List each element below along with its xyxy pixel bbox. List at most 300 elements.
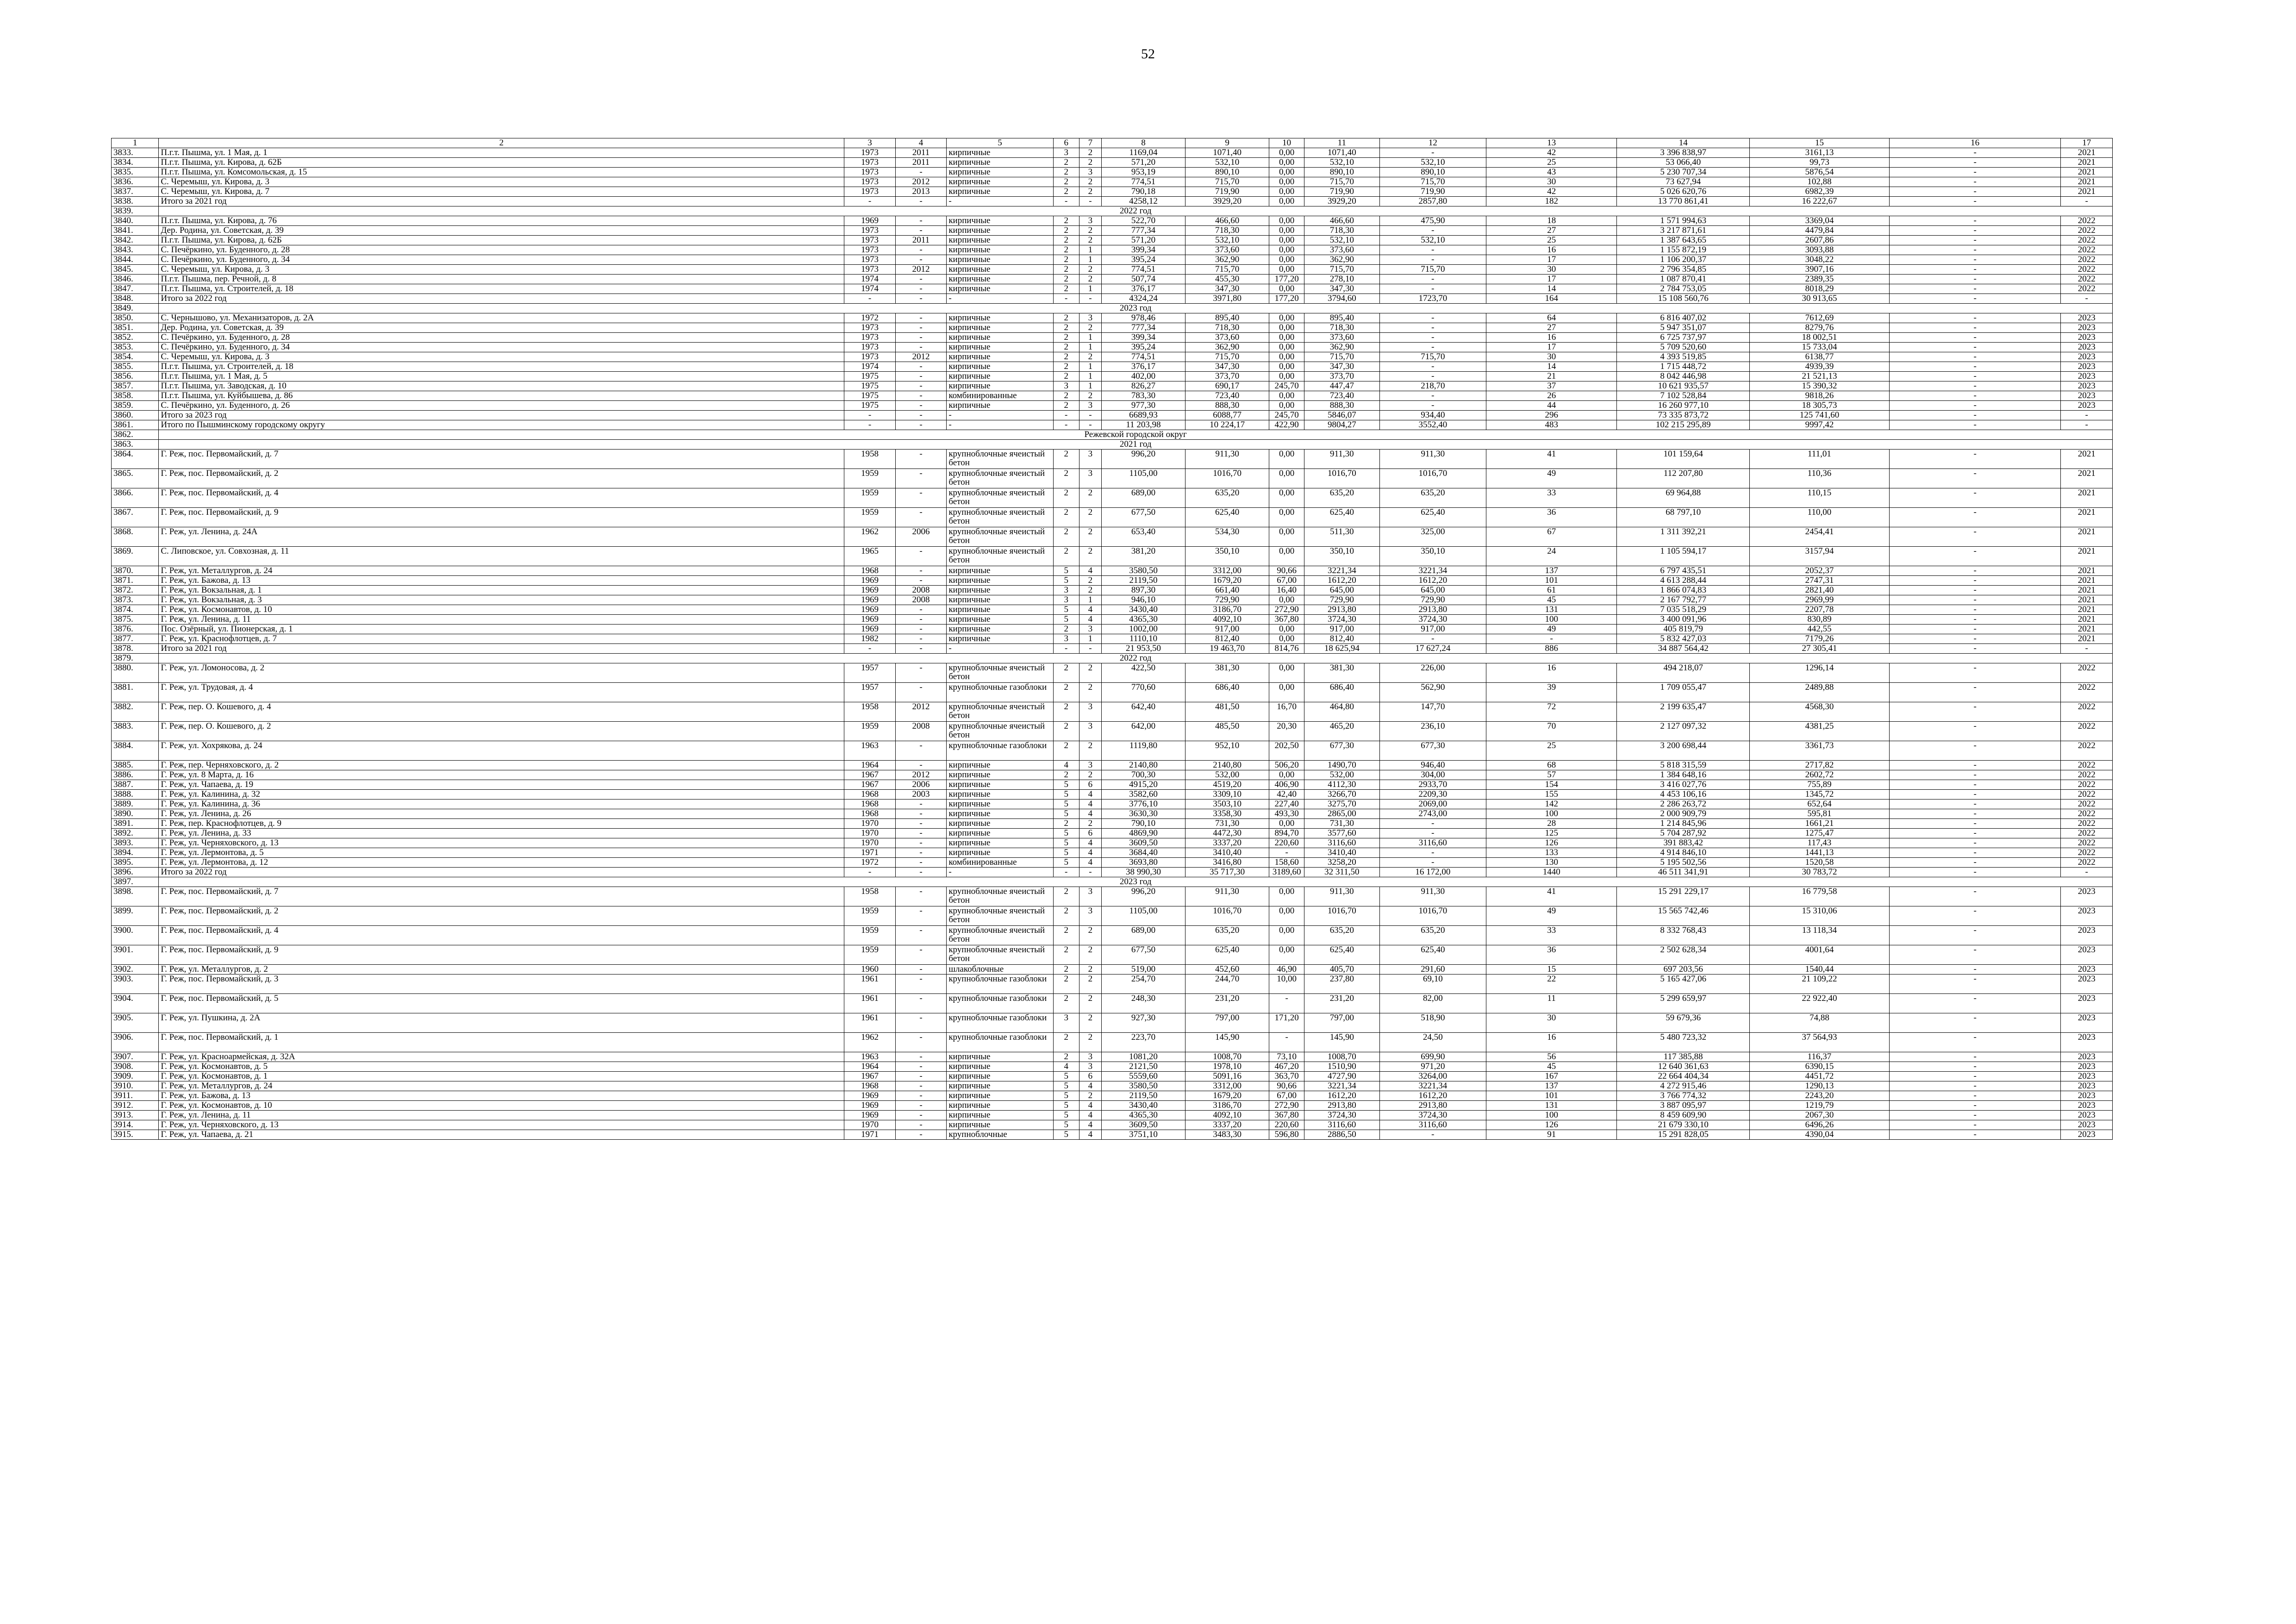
table-cell-col-12: 3116,60 [1379,838,1486,848]
table-cell-col-3: 1974 [844,284,896,294]
table-cell-col-3: 1958 [844,450,896,469]
table-cell-col-3: - [844,411,896,420]
table-cell-col-13: 137 [1486,566,1616,576]
table-cell-col-1: 3877. [112,634,159,644]
table-cell-col-3: 1968 [844,800,896,809]
table-cell-col-3: 1970 [844,829,896,838]
table-cell-col-13: 42 [1486,148,1616,158]
table-cell-col-7: 2 [1079,945,1101,965]
table-cell-col-9: 3416,80 [1185,858,1269,868]
table-cell-col-9: 347,30 [1185,284,1269,294]
table-cell-col-10: 73,10 [1269,1052,1304,1062]
table-cell-col-1: 3840. [112,216,159,226]
table-cell-col-14: 1 155 872,19 [1617,245,1750,255]
table-cell-col-14: 2 286 263,72 [1617,800,1750,809]
table-cell-col-6: 3 [1053,1013,1079,1033]
table-cell-col-11: 347,30 [1304,362,1379,372]
table-cell-col-9: 731,30 [1185,819,1269,829]
table-cell-col-14: 2 784 753,05 [1617,284,1750,294]
table-cell-col-12: 715,70 [1379,352,1486,362]
table-cell-col-2: Г. Реж, ул. Калинина, д. 32 [159,790,844,800]
column-number-cell: 9 [1185,138,1269,148]
table-cell-col-12: 304,00 [1379,770,1486,780]
table-cell-col-10: 0,00 [1269,187,1304,197]
table-cell-col-17: 2021 [2061,158,2113,168]
table-cell-col-15: 116,37 [1749,1052,1889,1062]
table-cell-col-10: 0,00 [1269,819,1304,829]
table-cell-col-14: 2 127 097,32 [1617,722,1750,741]
table-cell-col-17: 2023 [2061,974,2113,994]
table-cell-col-3: 1959 [844,469,896,488]
table-cell-col-8: 777,34 [1101,226,1185,236]
table-cell-col-13: 25 [1486,158,1616,168]
table-cell-col-10: 0,00 [1269,148,1304,158]
table-cell-col-8: 399,34 [1101,245,1185,255]
table-cell-col-2: Пос. Озёрный, ул. Пионерская, д. 1 [159,625,844,634]
table-cell-col-13: 131 [1486,1101,1616,1111]
table-cell-col-7: 1 [1079,381,1101,391]
table-cell-col-1: 3855. [112,362,159,372]
table-cell-col-8: 1119,80 [1101,741,1185,761]
table-row [112,800,2113,809]
table-cell-col-9: 715,70 [1185,265,1269,275]
table-cell-col-6: - [1053,868,1079,877]
table-cell-col-12: 3724,30 [1379,615,1486,625]
table-cell-col-6: 5 [1053,858,1079,868]
table-cell-col-8: 790,18 [1101,187,1185,197]
table-cell-col-16: - [1889,488,2060,508]
table-cell-col-14: 112 207,80 [1617,469,1750,488]
table-cell-col-4: - [895,488,947,508]
table-cell-col-4: - [895,226,947,236]
table-cell-col-14: 3 416 027,76 [1617,780,1750,790]
table-cell-col-10: 0,00 [1269,547,1304,566]
table-cell-col-3: 1973 [844,333,896,343]
table-cell-col-2: Итого за 2021 год [159,644,844,654]
table-cell-col-15: 2207,78 [1749,605,1889,615]
table-cell-col-6: 2 [1053,945,1079,965]
table-cell-col-9: 231,20 [1185,994,1269,1013]
section-header-cell: 2023 год [159,877,2113,887]
table-cell-col-4: 2012 [895,352,947,362]
table-cell-col-15: 9818,26 [1749,391,1889,401]
table-cell-col-16: - [1889,343,2060,352]
table-cell-col-14: 102 215 295,89 [1617,420,1750,430]
table-row [112,148,2113,158]
table-cell-col-4: - [895,848,947,858]
table-cell-col-8: 1110,10 [1101,634,1185,644]
table-cell-col-4: 2012 [895,702,947,722]
table-cell-col-7: 1 [1079,372,1101,381]
table-cell-col-5: кирпичные [947,566,1053,576]
table-cell-col-15: 18 002,51 [1749,333,1889,343]
table-cell-col-15: 830,89 [1749,615,1889,625]
table-cell-col-13: 483 [1486,420,1616,430]
table-cell-col-12: - [1379,391,1486,401]
table-cell-col-17: 2023 [2061,343,2113,352]
table-row [112,352,2113,362]
table-cell-col-3: 1968 [844,1081,896,1091]
table-cell-col-3: 1957 [844,683,896,702]
table-cell-col-15: 2243,20 [1749,1091,1889,1101]
table-cell-col-5: кирпичные [947,177,1053,187]
table-cell-col-6: 2 [1053,1052,1079,1062]
table-cell-col-17: 2023 [2061,1101,2113,1111]
table-cell-col-17: 2021 [2061,605,2113,615]
table-cell-col-15: 4390,04 [1749,1130,1889,1140]
table-cell-col-5: кирпичные [947,1091,1053,1101]
table-cell-col-2: Г. Реж, пос. Первомайский, д. 4 [159,488,844,508]
table-cell-col-15: 22 922,40 [1749,994,1889,1013]
table-cell-col-8: 826,27 [1101,381,1185,391]
table-cell-col-5: крупноблочные газоблоки [947,994,1053,1013]
table-row [112,469,2113,488]
table-cell-col-8: 1002,00 [1101,625,1185,634]
table-cell-col-16: - [1889,401,2060,411]
table-cell-col-17: 2021 [2061,148,2113,158]
table-cell-col-12: - [1379,1130,1486,1140]
table-cell-col-6: 2 [1053,226,1079,236]
table-cell-col-3: 1960 [844,965,896,974]
table-cell-col-2: Г. Реж, ул. Ленина, д. 33 [159,829,844,838]
table-cell-col-1: 3837. [112,187,159,197]
table-cell-col-8: 507,74 [1101,275,1185,284]
table-cell-col-6: 2 [1053,450,1079,469]
table-cell-col-15: 4479,84 [1749,226,1889,236]
table-cell-col-12: 2069,00 [1379,800,1486,809]
table-cell-col-5: крупноблочные газоблоки [947,741,1053,761]
row-number-cell: 3863. [112,440,159,450]
table-cell-col-8: 689,00 [1101,488,1185,508]
table-cell-col-2: П.г.т. Пышма, ул. Строителей, д. 18 [159,362,844,372]
table-cell-col-5: крупноблочные ячеистый бетон [947,926,1053,945]
table-cell-col-11: 1016,70 [1304,906,1379,926]
table-cell-col-4: - [895,391,947,401]
table-cell-col-8: 642,00 [1101,722,1185,741]
table-cell-col-4: - [895,829,947,838]
table-cell-col-3: 1974 [844,362,896,372]
table-cell-col-17: 2021 [2061,177,2113,187]
table-cell-col-1: 3910. [112,1081,159,1091]
table-cell-col-10: 467,20 [1269,1062,1304,1072]
table-cell-col-8: 38 990,30 [1101,868,1185,877]
table-cell-col-13: 30 [1486,1013,1616,1033]
table-cell-col-14: 12 640 361,63 [1617,1062,1750,1072]
table-cell-col-3: 1973 [844,158,896,168]
table-cell-col-14: 5 230 707,34 [1617,168,1750,177]
table-cell-col-14: 101 159,64 [1617,450,1750,469]
table-cell-col-15: 1661,21 [1749,819,1889,829]
table-cell-col-7: 2 [1079,663,1101,683]
table-cell-col-17: 2023 [2061,887,2113,906]
table-row [112,1013,2113,1033]
table-cell-col-6: 2 [1053,158,1079,168]
table-cell-col-9: 1016,70 [1185,906,1269,926]
table-cell-col-9: 350,10 [1185,547,1269,566]
table-cell-col-8: 11 203,98 [1101,420,1185,430]
table-cell-col-7: - [1079,420,1101,430]
table-cell-col-13: 45 [1486,1062,1616,1072]
table-cell-col-11: 1008,70 [1304,1052,1379,1062]
table-cell-col-6: 3 [1053,634,1079,644]
table-cell-col-16: - [1889,1120,2060,1130]
table-cell-col-1: 3861. [112,420,159,430]
table-cell-col-16: - [1889,547,2060,566]
table-cell-col-3: 1973 [844,245,896,255]
table-cell-col-8: 223,70 [1101,1033,1185,1052]
table-row [112,945,2113,965]
table-cell-col-7: - [1079,294,1101,304]
table-cell-col-2: Г. Реж, пос. Первомайский, д. 5 [159,994,844,1013]
table-cell-col-13: 49 [1486,469,1616,488]
table-cell-col-4: - [895,275,947,284]
table-cell-col-10: 3189,60 [1269,868,1304,877]
table-cell-col-9: 812,40 [1185,634,1269,644]
table-cell-col-11: 350,10 [1304,547,1379,566]
table-cell-col-8: 381,20 [1101,547,1185,566]
table-cell-col-13: 137 [1486,1081,1616,1091]
table-cell-col-7: 4 [1079,1130,1101,1140]
table-cell-col-10: 0,00 [1269,158,1304,168]
table-cell-col-15: 125 741,60 [1749,411,1889,420]
table-cell-col-8: 978,46 [1101,313,1185,323]
table-cell-col-6: 3 [1053,381,1079,391]
table-cell-col-2: Г. Реж, ул. Красноармейская, д. 32А [159,1052,844,1062]
table-cell-col-12: 24,50 [1379,1033,1486,1052]
table-cell-col-8: 653,40 [1101,527,1185,547]
table-cell-col-12: 1016,70 [1379,906,1486,926]
table-cell-col-2: С. Печёркино, ул. Буденного, д. 28 [159,333,844,343]
table-cell-col-4: - [895,615,947,625]
table-cell-col-15: 102,88 [1749,177,1889,187]
table-cell-col-11: 3221,34 [1304,566,1379,576]
table-cell-col-13: 17 [1486,275,1616,284]
table-cell-col-8: 399,34 [1101,333,1185,343]
table-cell-col-12: 1612,20 [1379,1091,1486,1101]
table-cell-col-2: Г. Реж, пос. Первомайский, д. 1 [159,1033,844,1052]
table-cell-col-14: 4 914 846,10 [1617,848,1750,858]
table-cell-col-7: 2 [1079,586,1101,595]
table-cell-col-12: 2913,80 [1379,1101,1486,1111]
table-cell-col-6: 2 [1053,770,1079,780]
table-cell-col-15: 1540,44 [1749,965,1889,974]
table-cell-col-1: 3864. [112,450,159,469]
table-cell-col-13: 100 [1486,1111,1616,1120]
table-cell-col-5: кирпичные [947,1072,1053,1081]
table-cell-col-15: 30 913,65 [1749,294,1889,304]
table-cell-col-4: 2006 [895,780,947,790]
table-cell-col-1: 3906. [112,1033,159,1052]
table-cell-col-3: 1967 [844,780,896,790]
table-cell-col-5: кирпичные [947,352,1053,362]
table-cell-col-2: П.г.т. Пышма, ул. Куйбышева, д. 86 [159,391,844,401]
table-cell-col-8: 395,24 [1101,255,1185,265]
table-cell-col-13: 142 [1486,800,1616,809]
table-cell-col-16: - [1889,625,2060,634]
table-cell-col-1: 3853. [112,343,159,352]
table-cell-col-5: - [947,868,1053,877]
table-cell-col-3: 1971 [844,848,896,858]
table-cell-col-6: 2 [1053,1033,1079,1052]
table-cell-col-4: - [895,887,947,906]
table-cell-col-7: 2 [1079,527,1101,547]
table-cell-col-1: 3866. [112,488,159,508]
table-cell-col-10: 0,00 [1269,508,1304,527]
table-cell-col-6: 2 [1053,391,1079,401]
table-cell-col-8: 4869,90 [1101,829,1185,838]
table-cell-col-12: 2933,70 [1379,780,1486,790]
table-cell-col-17: - [2061,868,2113,877]
table-cell-col-1: 3867. [112,508,159,527]
table-cell-col-12: - [1379,829,1486,838]
table-cell-col-7: 3 [1079,702,1101,722]
table-cell-col-1: 3893. [112,838,159,848]
table-row [112,508,2113,527]
table-cell-col-6: 2 [1053,722,1079,741]
table-cell-col-13: 100 [1486,615,1616,625]
table-cell-col-11: 1071,40 [1304,148,1379,158]
table-cell-col-3: 1959 [844,926,896,945]
table-cell-col-2: Дер. Родина, ул. Советская, д. 39 [159,323,844,333]
table-cell-col-4: - [895,906,947,926]
table-cell-col-13: 25 [1486,741,1616,761]
table-cell-col-15: 1296,14 [1749,663,1889,683]
table-cell-col-9: 686,40 [1185,683,1269,702]
table-cell-col-6: 5 [1053,1120,1079,1130]
table-cell-col-5: - [947,294,1053,304]
table-row [112,615,2113,625]
table-cell-col-3: 1969 [844,605,896,615]
table-cell-col-8: 897,30 [1101,586,1185,595]
table-cell-col-7: 3 [1079,313,1101,323]
table-cell-col-8: 4324,24 [1101,294,1185,304]
table-cell-col-9: 3410,40 [1185,848,1269,858]
table-cell-col-13: 72 [1486,702,1616,722]
table-row [112,527,2113,547]
table-cell-col-4: - [895,372,947,381]
table-cell-col-17: 2022 [2061,245,2113,255]
table-row [112,819,2113,829]
table-cell-col-6: 4 [1053,1062,1079,1072]
table-cell-col-1: 3869. [112,547,159,566]
table-cell-col-16: - [1889,838,2060,848]
table-cell-col-17: 2021 [2061,168,2113,177]
column-number-cell: 7 [1079,138,1101,148]
table-cell-col-16: - [1889,780,2060,790]
table-cell-col-16: - [1889,1013,2060,1033]
table-cell-col-5: крупноблочные ячеистый бетон [947,547,1053,566]
table-cell-col-13: 154 [1486,780,1616,790]
table-cell-col-4: - [895,1120,947,1130]
table-cell-col-16: - [1889,974,2060,994]
table-cell-col-14: 1 105 594,17 [1617,547,1750,566]
table-cell-col-7: 3 [1079,887,1101,906]
table-cell-col-11: 635,20 [1304,488,1379,508]
table-cell-col-7: 2 [1079,683,1101,702]
table-cell-col-15: 15 310,06 [1749,906,1889,926]
table-cell-col-8: 777,34 [1101,323,1185,333]
table-cell-col-5: кирпичные [947,1120,1053,1130]
table-cell-col-10: 0,00 [1269,770,1304,780]
table-cell-col-9: 1008,70 [1185,1052,1269,1062]
table-cell-col-4: 2011 [895,158,947,168]
table-cell-col-13: 100 [1486,809,1616,819]
table-cell-col-5: крупноблочные ячеистый бетон [947,663,1053,683]
table-cell-col-3: 1973 [844,177,896,187]
table-cell-col-11: 719,90 [1304,187,1379,197]
table-cell-col-7: 2 [1079,226,1101,236]
table-cell-col-4: - [895,1111,947,1120]
table-cell-col-6: 2 [1053,819,1079,829]
table-cell-col-3: 1973 [844,255,896,265]
table-cell-col-5: крупноблочные [947,1130,1053,1140]
table-cell-col-9: 3186,70 [1185,1101,1269,1111]
table-cell-col-9: 729,90 [1185,595,1269,605]
table-cell-col-12: 911,30 [1379,450,1486,469]
table-cell-col-5: кирпичные [947,372,1053,381]
table-cell-col-9: 532,10 [1185,158,1269,168]
table-cell-col-7: 4 [1079,1081,1101,1091]
table-cell-col-15: 5876,54 [1749,168,1889,177]
table-cell-col-4: - [895,1081,947,1091]
table-cell-col-14: 73 335 873,72 [1617,411,1750,420]
section-header-cell: 2023 год [159,304,2113,313]
table-row [112,634,2113,644]
table-cell-col-13: 36 [1486,945,1616,965]
table-cell-col-6: 2 [1053,683,1079,702]
table-cell-col-3: 1969 [844,1111,896,1120]
table-cell-col-8: 996,20 [1101,450,1185,469]
table-cell-col-4: - [895,994,947,1013]
table-cell-col-10: 0,00 [1269,343,1304,352]
table-cell-col-5: кирпичные [947,800,1053,809]
table-cell-col-4: 2008 [895,595,947,605]
table-cell-col-13: 24 [1486,547,1616,566]
table-cell-col-11: 373,70 [1304,372,1379,381]
column-number-cell: 16 [1889,138,2060,148]
table-cell-col-12: - [1379,362,1486,372]
table-row [112,829,2113,838]
table-cell-col-7: 4 [1079,1101,1101,1111]
table-cell-col-3: 1967 [844,770,896,780]
table-cell-col-12: 350,10 [1379,547,1486,566]
table-cell-col-11: 718,30 [1304,323,1379,333]
table-cell-col-16: - [1889,906,2060,926]
table-cell-col-5: кирпичные [947,148,1053,158]
table-cell-col-8: 4915,20 [1101,780,1185,790]
table-cell-col-17: 2023 [2061,1091,2113,1101]
table-cell-col-3: 1970 [844,1120,896,1130]
table-cell-col-9: 347,30 [1185,362,1269,372]
table-cell-col-12: 2857,80 [1379,197,1486,206]
table-cell-col-3: 1973 [844,343,896,352]
table-row [112,168,2113,177]
table-cell-col-2: Г. Реж, пос. Первомайский, д. 4 [159,926,844,945]
table-cell-col-11: 347,30 [1304,284,1379,294]
table-cell-col-6: 5 [1053,605,1079,615]
table-cell-col-15: 3048,22 [1749,255,1889,265]
table-cell-col-5: крупноблочные ячеистый бетон [947,469,1053,488]
table-cell-col-11: 895,40 [1304,313,1379,323]
table-cell-col-4: - [895,761,947,770]
table-cell-col-5: кирпичные [947,275,1053,284]
table-cell-col-7: 3 [1079,168,1101,177]
table-cell-col-1: 3880. [112,663,159,683]
table-cell-col-3: 1970 [844,819,896,829]
table-cell-col-9: 4092,10 [1185,1111,1269,1120]
table-cell-col-16: - [1889,1111,2060,1120]
table-row [112,761,2113,770]
